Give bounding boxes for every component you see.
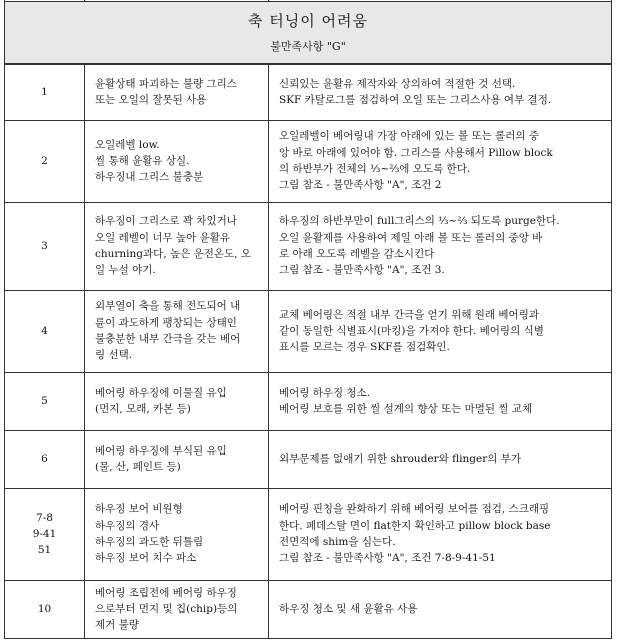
troubleshooting-table xyxy=(4,0,612,639)
solution-cell-line: 외부문제를 없애기 위한 shrouder와 flinger의 부가 xyxy=(279,452,521,465)
cause-cell-line: 씰 통해 윤활유 상실. xyxy=(95,154,190,167)
row-number xyxy=(5,372,85,430)
solution-cell xyxy=(269,202,612,290)
cause-cell-line: 베어링 하우징에 이물질 유입 xyxy=(95,386,227,399)
solution-cell-line: 전면적에 shim을 심는다. xyxy=(279,536,396,548)
solution-cell-line: 한다. 페데스탈 면이 flat한지 확인하고 pillow block base xyxy=(279,519,551,532)
table-row xyxy=(5,580,612,638)
row-number-line: 1 xyxy=(41,86,48,99)
cause-cell-line: 하우징내 그리스 불충분 xyxy=(95,171,204,184)
row-number-line: 5 xyxy=(41,394,48,407)
table-row xyxy=(5,430,612,488)
solution-cell-line: 오일 윤활제를 사용하여 제일 아래 볼 또는 롤러의 중앙 바 xyxy=(279,231,543,244)
solution-cell-line: 같이 동일한 식별표시(마킹)을 가져야 한다. 베어링의 식별 xyxy=(279,324,544,337)
solution-cell xyxy=(269,580,612,638)
solution-cell-line: 그림 참조 - 불만족사항 "A", 조건 7-8-9-41-51 xyxy=(279,552,496,565)
page-title: 축 터닝이 어려움 xyxy=(248,12,368,31)
row-number-line: 2 xyxy=(41,154,48,167)
row-number-line: 51 xyxy=(37,544,52,557)
solution-cell-line: 표시를 모르는 경우 SKF를 점검확인. xyxy=(279,341,450,354)
cause-cell-line: 하우징 보어 비원형 xyxy=(95,503,183,516)
solution-cell xyxy=(269,372,612,430)
solution-cell xyxy=(269,290,612,372)
cause-cell-line: 오일레벨 low. xyxy=(95,138,160,151)
troubleshooting-sheet xyxy=(4,0,611,638)
cause-cell-line: 링 선택. xyxy=(95,349,133,362)
table-row xyxy=(5,488,612,580)
table-row xyxy=(5,372,612,430)
solution-cell xyxy=(269,430,612,488)
cause-cell-line: churning과다, 높은 운전온도, 오 xyxy=(95,248,252,260)
solution-cell-line: 베어링 보호를 위한 씰 설계의 향상 또는 마멸된 씰 교체 xyxy=(279,403,533,415)
cause-cell-line: 불충분한 내부 간극을 갖는 베어 xyxy=(95,333,241,345)
solution-cell-line: 의 하반부가 전체의 ⅓~⅔에 오도록 한다. xyxy=(279,163,471,175)
table-header xyxy=(5,2,612,65)
cause-cell xyxy=(85,202,269,290)
solution-cell-line: SKF 카탈로그를 점검하여 오일 또는 그리스사용 여부 결정. xyxy=(279,94,552,107)
cause-cell-line: 오일 레벨이 너무 높아 윤활유 xyxy=(95,231,231,244)
cause-cell-line: 제거 불량 xyxy=(95,619,139,632)
cause-cell xyxy=(85,372,269,430)
cause-cell-line: 외부열이 축을 통해 전도되어 내 xyxy=(95,300,241,313)
cause-cell-line: 으로부터 먼지 및 칩(chip)등의 xyxy=(95,602,238,615)
solution-cell-line: 로 아래 오도록 레벨을 감소시킨다 xyxy=(279,248,435,260)
row-number-line: 10 xyxy=(37,602,52,615)
solution-cell-line: 신뢰있는 윤활유 제작자와 상의하여 적절한 것 선택. xyxy=(279,77,516,90)
cause-cell-line: 베어링 조립전에 베어링 하우징 xyxy=(95,586,237,599)
solution-cell-line: 그림 참조 - 불만족사항 "A", 조건 3. xyxy=(279,264,445,277)
cause-cell-line: 하우징이 그리스로 꽉 차있거나 xyxy=(95,215,237,228)
row-number-line: 6 xyxy=(41,452,48,465)
cause-cell xyxy=(85,290,269,372)
solution-cell-line: 베어링 핀칭을 완화하기 위해 베어링 보어를 점검, 스크래핑 xyxy=(279,503,550,516)
cause-cell-line: 하우징의 과도한 뒤틀림 xyxy=(95,536,204,548)
row-number xyxy=(5,202,85,290)
solution-cell xyxy=(269,120,612,202)
table-row xyxy=(5,290,612,372)
cause-cell xyxy=(85,580,269,638)
cause-cell-line: 베어링 하우징에 부식된 유입 xyxy=(95,444,227,457)
page-subtitle: 불만족사항 "G" xyxy=(270,39,346,53)
row-number-line: 3 xyxy=(41,239,48,252)
row-number-line: 4 xyxy=(41,324,48,337)
cause-cell-line: 하우징의 경사 xyxy=(95,519,160,532)
solution-cell-line: 하우징의 하반부만이 full그리스의 ⅓~⅔ 되도록 purge한다. xyxy=(279,215,560,228)
row-number xyxy=(5,488,85,580)
row-number xyxy=(5,120,85,202)
cause-cell-line: 륜이 과도하게 팽창되는 상태인 xyxy=(95,316,237,329)
solution-cell xyxy=(269,488,612,580)
cause-cell-line: (물, 산, 페인트 등) xyxy=(95,461,181,473)
table-row xyxy=(5,64,612,120)
row-number xyxy=(5,430,85,488)
row-number xyxy=(5,290,85,372)
cause-cell-line: 윤활상태 파괴하는 불량 그리스 xyxy=(95,77,237,90)
cause-cell-line: (먼지, 모래, 카본 등) xyxy=(95,403,191,415)
cause-cell-line: 하우징 보어 치수 파소 xyxy=(95,552,197,565)
solution-cell-line: 하우징 청소 및 새 윤활유 사용 xyxy=(279,602,418,615)
solution-cell-line: 교체 베어링은 적절 내부 간극을 얻기 위해 원래 베어링과 xyxy=(279,308,539,321)
row-number-line: 9-41 xyxy=(32,527,57,540)
table-row xyxy=(5,120,612,202)
solution-cell-line: 오일레벨이 베어링내 가장 아래에 있는 볼 또는 롤러의 중 xyxy=(279,130,539,143)
row-number xyxy=(5,580,85,638)
row-number xyxy=(5,64,85,120)
row-number-line: 7-8 xyxy=(36,511,53,524)
cause-cell xyxy=(85,64,269,120)
table-row xyxy=(5,202,612,290)
solution-cell xyxy=(269,64,612,120)
cause-cell-line: 일 누설 야기. xyxy=(95,264,156,277)
cause-cell-line: 또는 오일의 잘못된 사용 xyxy=(95,94,207,107)
cause-cell xyxy=(85,430,269,488)
cause-cell xyxy=(85,120,269,202)
cause-cell xyxy=(85,488,269,580)
solution-cell-line: 앙 바로 아래에 있어야 함. 그리스를 사용해서 Pillow block xyxy=(279,146,553,159)
solution-cell-line: 그림 참조 - 불만족사항 "A", 조건 2 xyxy=(279,179,442,192)
solution-cell-line: 베어링 하우징 청소. xyxy=(279,386,371,399)
